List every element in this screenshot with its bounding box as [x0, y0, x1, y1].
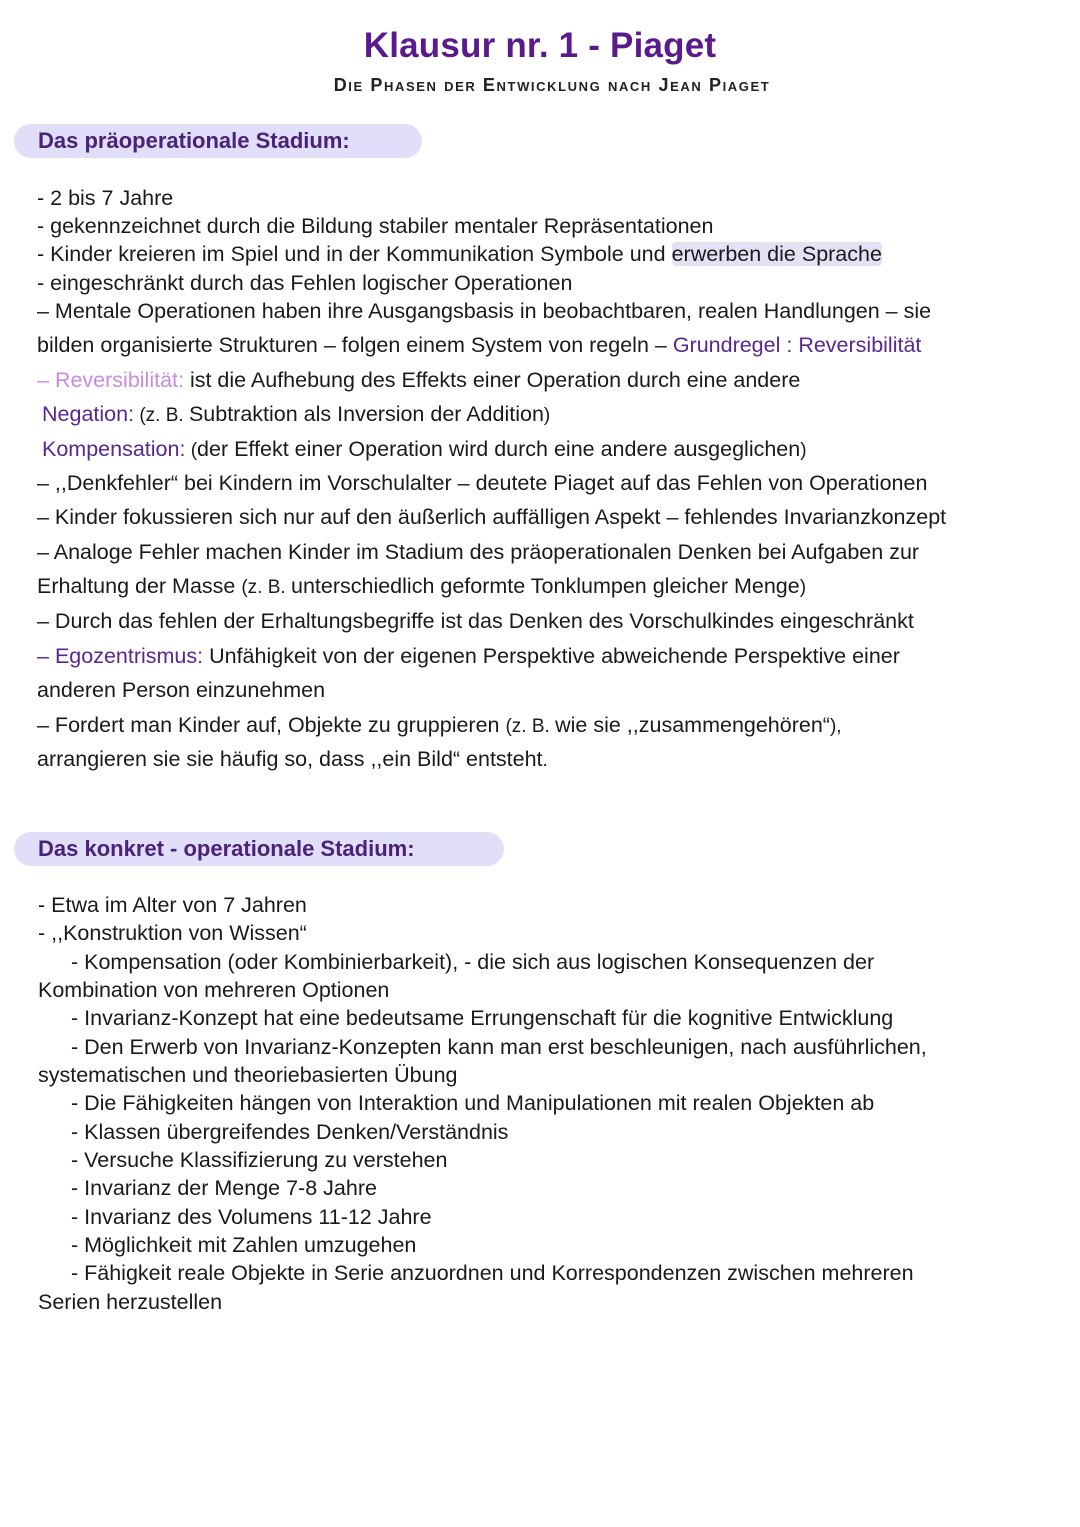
text-line: - Invarianz-Konzept hat eine bedeutsame Errungenschaft für die kognitive Entwicklung: [71, 1006, 894, 1030]
text-segment: –: [37, 644, 55, 668]
section-header-preoperational: Das präoperationale Stadium:: [14, 124, 422, 158]
text-segment: wie sie ,,zusammengehören“: [555, 713, 830, 737]
text-line: - Invarianz der Menge 7-8 Jahre: [71, 1176, 377, 1200]
text-line: - Die Fähigkeiten hängen von Interaktion und Manipulationen mit realen Objekten ab: [71, 1091, 875, 1115]
section-header-concrete-operational: Das konkret - operationale Stadium:: [14, 832, 504, 866]
text-line: - Möglichkeit mit Zahlen umzugehen: [71, 1233, 417, 1257]
text-line: - eingeschränkt durch das Fehlen logischer Operationen: [37, 271, 573, 295]
text-line: - Versuche Klassifizierung zu verstehen: [71, 1148, 448, 1172]
text-line: – Mentale Operationen haben ihre Ausgangsbasis in beobachtbaren, realen Handlungen – sie: [37, 299, 932, 323]
text-segment: ): [543, 405, 551, 426]
text-line: – Analoge Fehler machen Kinder im Stadium des präoperationalen Denken bei Aufgaben zur: [37, 540, 920, 564]
text-segment: Subtraktion als Inversion der Addition: [188, 402, 544, 426]
text-segment: –: [37, 368, 55, 392]
text-segment: der Effekt einer Operation wird durch eine andere ausgeglichen: [197, 437, 801, 461]
text-line: - 2 bis 7 Jahre: [37, 186, 174, 210]
text-line: [37, 368, 800, 393]
text-line: [37, 242, 882, 267]
term-reversibilitaet: Reversibilität: [798, 333, 922, 357]
text-line: Serien herzustellen: [38, 1290, 223, 1314]
text-line: - ,,Konstruktion von Wissen“: [38, 921, 307, 945]
text-segment: arrangieren sie sie häufig so, dass ,,ein Bild“ entsteht: [37, 747, 543, 771]
text-segment: .: [542, 750, 548, 771]
text-line: [42, 402, 550, 427]
text-segment: ): [799, 577, 807, 598]
highlighted-text: erwerben die Sprache: [671, 242, 882, 266]
text-line: – Durch das fehlen der Erhaltungsbegriffe ist das Denken des Vorschulkindes eingeschränkt: [37, 609, 914, 633]
text-segment: (z. B.: [241, 577, 291, 598]
text-line: [37, 574, 806, 599]
text-line: [42, 437, 807, 462]
text-line: systematischen und theoriebasierten Übung: [38, 1063, 458, 1087]
page-title: Klausur nr. 1 - Piaget: [363, 26, 717, 65]
text-segment: (z. B.: [505, 716, 556, 737]
text-line: – Kinder fokussieren sich nur auf den äußerlich auffälligen Aspekt – fehlendes Invarianzkonzept: [37, 505, 947, 529]
text-segment: – Fordert man Kinder auf, Objekte zu gruppieren: [37, 713, 506, 737]
term-reversibilitaet-def: Reversibilität:: [54, 368, 184, 392]
text-line: - Invarianz des Volumens 11-12 Jahre: [71, 1205, 432, 1229]
term-negation: Negation:: [42, 402, 135, 426]
text-line: - Etwa im Alter von 7 Jahren: [38, 893, 307, 917]
text-segment: bilden organisierte Strukturen – folgen einem System von regeln –: [37, 333, 673, 357]
text-line: - Klassen übergreifendes Denken/Verständnis: [71, 1120, 509, 1144]
text-segment: (z. B.: [134, 405, 189, 426]
text-segment: - Kinder kreieren im Spiel und in der Kommunikation Symbole und: [37, 242, 672, 266]
text-line: - Den Erwerb von Invarianz-Konzepten kann man erst beschleunigen, nach ausführlichen,: [71, 1035, 927, 1059]
text-segment: ist die Aufhebung des Effekts einer Operation durch eine andere: [183, 368, 801, 392]
text-line: – ,,Denkfehler“ bei Kindern im Vorschulalter – deutete Piaget auf das Fehlen von Operationen: [37, 471, 928, 495]
text-segment: ): [800, 440, 807, 461]
term-egozentrismus: Egozentrismus:: [54, 644, 204, 668]
text-segment: Erhaltung der Masse: [37, 574, 242, 598]
text-segment: ),: [829, 716, 842, 737]
text-line: [37, 713, 842, 738]
text-line: - Kompensation (oder Kombinierbarkeit), - die sich aus logischen Konsequenzen der: [71, 950, 875, 974]
text-segment: Unfähigkeit von der eigenen Perspektive abweichende Perspektive einer: [203, 644, 900, 668]
text-segment: unterschiedlich geformte Tonklumpen gleicher Menge: [290, 574, 800, 598]
text-line: Kombination von mehreren Optionen: [38, 978, 390, 1002]
term-kompensation: Kompensation:: [42, 437, 186, 461]
text-segment: (: [185, 440, 198, 461]
term-grundregel: Grundregel: [672, 333, 781, 357]
text-line: [37, 644, 900, 669]
text-line: anderen Person einzunehmen: [37, 678, 326, 702]
text-line: [37, 747, 548, 772]
text-line: [37, 333, 921, 358]
text-line: - Fähigkeit reale Objekte in Serie anzuordnen und Korrespondenzen zwischen mehreren: [71, 1261, 914, 1285]
text-segment: :: [780, 333, 799, 357]
page-subtitle: Die Phasen der Entwicklung nach Jean Piaget: [333, 75, 771, 95]
text-line: - gekennzeichnet durch die Bildung stabiler mentaler Repräsentationen: [37, 214, 714, 238]
